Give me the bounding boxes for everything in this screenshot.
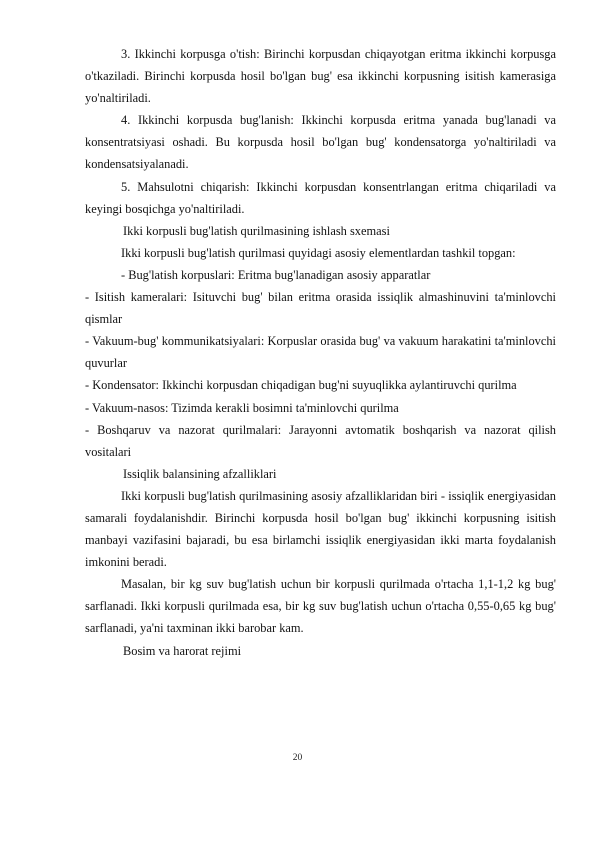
list-item-korpuslar: - Bug'latish korpuslari: Eritma bug'lanadigan asosiy apparatlar xyxy=(121,267,431,282)
section-heading-issiqlik: Issiqlik balansining afzalliklari xyxy=(123,466,277,481)
paragraph-elements-intro: Ikki korpusli bug'latish qurilmasi quyidagi asosiy elementlardan tashkil topgan: xyxy=(121,245,516,260)
list-item-boshqaruv: - Boshqaruv va nazorat qurilmalari: Jarayonni avtomatik boshqarish va nazorat qilish vositalari xyxy=(85,422,556,459)
paragraph-step-3: 3. Ikkinchi korpusga o'tish: Birinchi korpusdan chiqayotgan eritma ikkinchi korpusga o'tkaziladi. Birinchi korpusda hosil bo'lgan bug' esa ikkinchi korpusning isitish kamerasiga yo'naltiriladi. xyxy=(85,47,556,106)
list-item-isitish-kameralari: - Isitish kameralari: Isituvchi bug' bilan eritma orasida issiqlik almashinuvini ta'minlovchi qismlar xyxy=(85,290,556,327)
paragraph-step-4: 4. Ikkinchi korpusda bug'lanish: Ikkinchi korpusda eritma yanada bug'lanadi va konsentratsiyasi oshadi. Bu korpusda hosil bo'lgan bug' kondensatorga yo'naltiriladi va kondensatsiyalanadi. xyxy=(85,113,556,172)
list-item-vakuum-nasos: - Vakuum-nasos: Tizimda kerakli bosimni ta'minlovchi qurilma xyxy=(85,400,399,415)
section-heading-scheme: Ikki korpusli bug'latish qurilmasining ishlash sxemasi xyxy=(123,223,390,238)
page-number: 20 xyxy=(292,753,303,763)
page-body xyxy=(85,43,556,662)
list-item-kondensator: - Kondensator: Ikkinchi korpusdan chiqadigan bug'ni suyuqlikka aylantiruvchi qurilma xyxy=(85,378,517,393)
section-heading-bosim: Bosim va harorat rejimi xyxy=(123,643,242,658)
list-item-vakuum-bug: - Vakuum-bug' kommunikatsiyalari: Korpuslar orasida bug' va vakuum harakatini ta'minlovchi quvurlar xyxy=(85,334,556,371)
paragraph-issiqlik-afzallik: Ikki korpusli bug'latish qurilmasining asosiy afzalliklaridan biri - issiqlik energiyasidan samarali foydalanishdir. Birinchi korpusda hosil bo'lgan bug' ikkinchi korpusning isitish manbayi vazifasini bajaradi, bu esa birlamchi issiqlik energiyasidan ikki marta foydalanish imkonini beradi. xyxy=(85,488,556,570)
paragraph-masalan: Masalan, bir kg suv bug'latish uchun bir korpusli qurilmada o'rtacha 1,1-1,2 kg bug' sarflanadi. Ikki korpusli qurilmada esa, bir kg suv bug'latish uchun o'rtacha 0,55-0,65 kg bug' sarflanadi, ya'ni taxminan ikki barobar kam. xyxy=(85,577,556,636)
paragraph-step-5: 5. Mahsulotni chiqarish: Ikkinchi korpusdan konsentrlangan eritma chiqariladi va keyingi bosqichga yo'naltiriladi. xyxy=(85,179,556,216)
